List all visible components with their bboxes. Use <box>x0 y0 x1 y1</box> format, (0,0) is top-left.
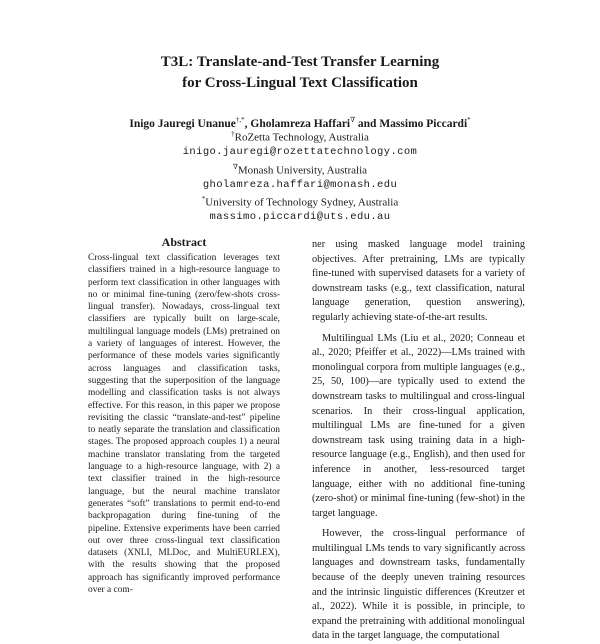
body-paragraph: However, the cross-lingual performance of multilingual LMs tends to vary significantly across languages and downstream tasks, fundamentally because of the deeply uneven training resources and the intrinsic linguistic differences (Kreutzer et al., 2022). While it is possible, in principle, to expand the pretraining with additional monolingual data in the target language, the computational <box>312 528 525 642</box>
affiliation-name <box>0 192 600 210</box>
affiliation-email: inigo.jauregi@rozettatechnology.com <box>182 146 418 159</box>
paper-title <box>0 52 600 94</box>
affiliation-mark: ∇ <box>232 162 238 171</box>
author-name: Inigo Jauregi Unanue <box>129 117 236 130</box>
affiliation-text: Monash University, Australia <box>237 164 368 177</box>
title-line-2: for Cross-Lingual Text Classification <box>182 75 418 91</box>
title-line-1: T3L: Translate-and-Test Transfer Learning <box>160 54 440 70</box>
affiliations <box>0 127 600 225</box>
author-mark: †,* <box>235 116 245 124</box>
abstract-text: Cross-lingual text classification leverages text classifiers trained in a high-resource language to perform text classification in other languages with no or minimal fine-tuning (zero/few-shots cross-lingual transfer). Nowadays, cross-lingual text classifiers are typically built on large-scale, multilingual language models (LMs) pretrained on a variety of languages of interest. However, the performance of these models varies significantly across languages and classification tasks, suggesting that the superposition of the language modelling and classification tasks is not always effective. For this reason, in this paper we propose revisiting the classic “translate-and-test” pipeline to neatly separate the translation and classification stages. The proposed approach couples 1) a neural machine translator translating from the targeted language to a high-resource language, with 2) a text classifier trained in the high-resource language, but the neural machine translator generates “soft” translations to permit end-to-end backpropagation during fine-tuning of the pipeline. Extensive experiments have been carried out over three cross-lingual text classification datasets (XNLI, MLDoc, and MultiEURLEX), with the results showing that the proposed approach has significantly improved performance over a com- <box>88 253 280 596</box>
abstract-heading: Abstract <box>161 235 207 249</box>
body-paragraph: Multilingual LMs (Liu et al., 2020; Conneau et al., 2020; Pfeiffer et al., 2022)—LMs trained with monolingual corpora from multiple languages (e.g., 25, 50, 100)—are typically used to extend the downstream tasks to multilingual and cross-lingual scenarios. In their cross-lingual application, multilingual LMs are fine-tuned for a given downstream task using training data in a high-resource language (e.g., English), and then used for inference in another, less-resourced target language, either with no additional fine-tuning (zero-shot) or minimal fine-tuning (few-shot) in the target language. <box>312 332 525 519</box>
author-name: Gholamreza Haffari <box>250 117 351 130</box>
author-name: Massimo Piccardi <box>379 117 468 130</box>
body-paragraph: ner using masked language model training objectives. After pretraining, LMs are typically fine-tuned with supervised datasets for a variety of downstream tasks (e.g., text classification, natural language generation, question answering), regularly achieving state-of-the-art results. <box>312 239 525 323</box>
affiliation-name <box>0 160 600 178</box>
affiliation-email: massimo.piccardi@uts.edu.au <box>209 211 391 224</box>
affiliation-text: University of Technology Sydney, Australia <box>205 196 399 209</box>
body-right-column <box>312 238 525 644</box>
author-mark: ∇ <box>350 116 356 124</box>
affiliation-name <box>0 127 600 145</box>
author-separator: , <box>244 117 251 130</box>
affiliation-email: gholamreza.haffari@monash.edu <box>202 178 398 191</box>
author-separator: and <box>355 117 380 130</box>
affiliation-text: RoZetta Technology, Australia <box>234 131 369 144</box>
author-mark: * <box>467 116 471 124</box>
affiliation-mark: † <box>231 130 235 138</box>
affiliation-mark: * <box>201 195 206 204</box>
